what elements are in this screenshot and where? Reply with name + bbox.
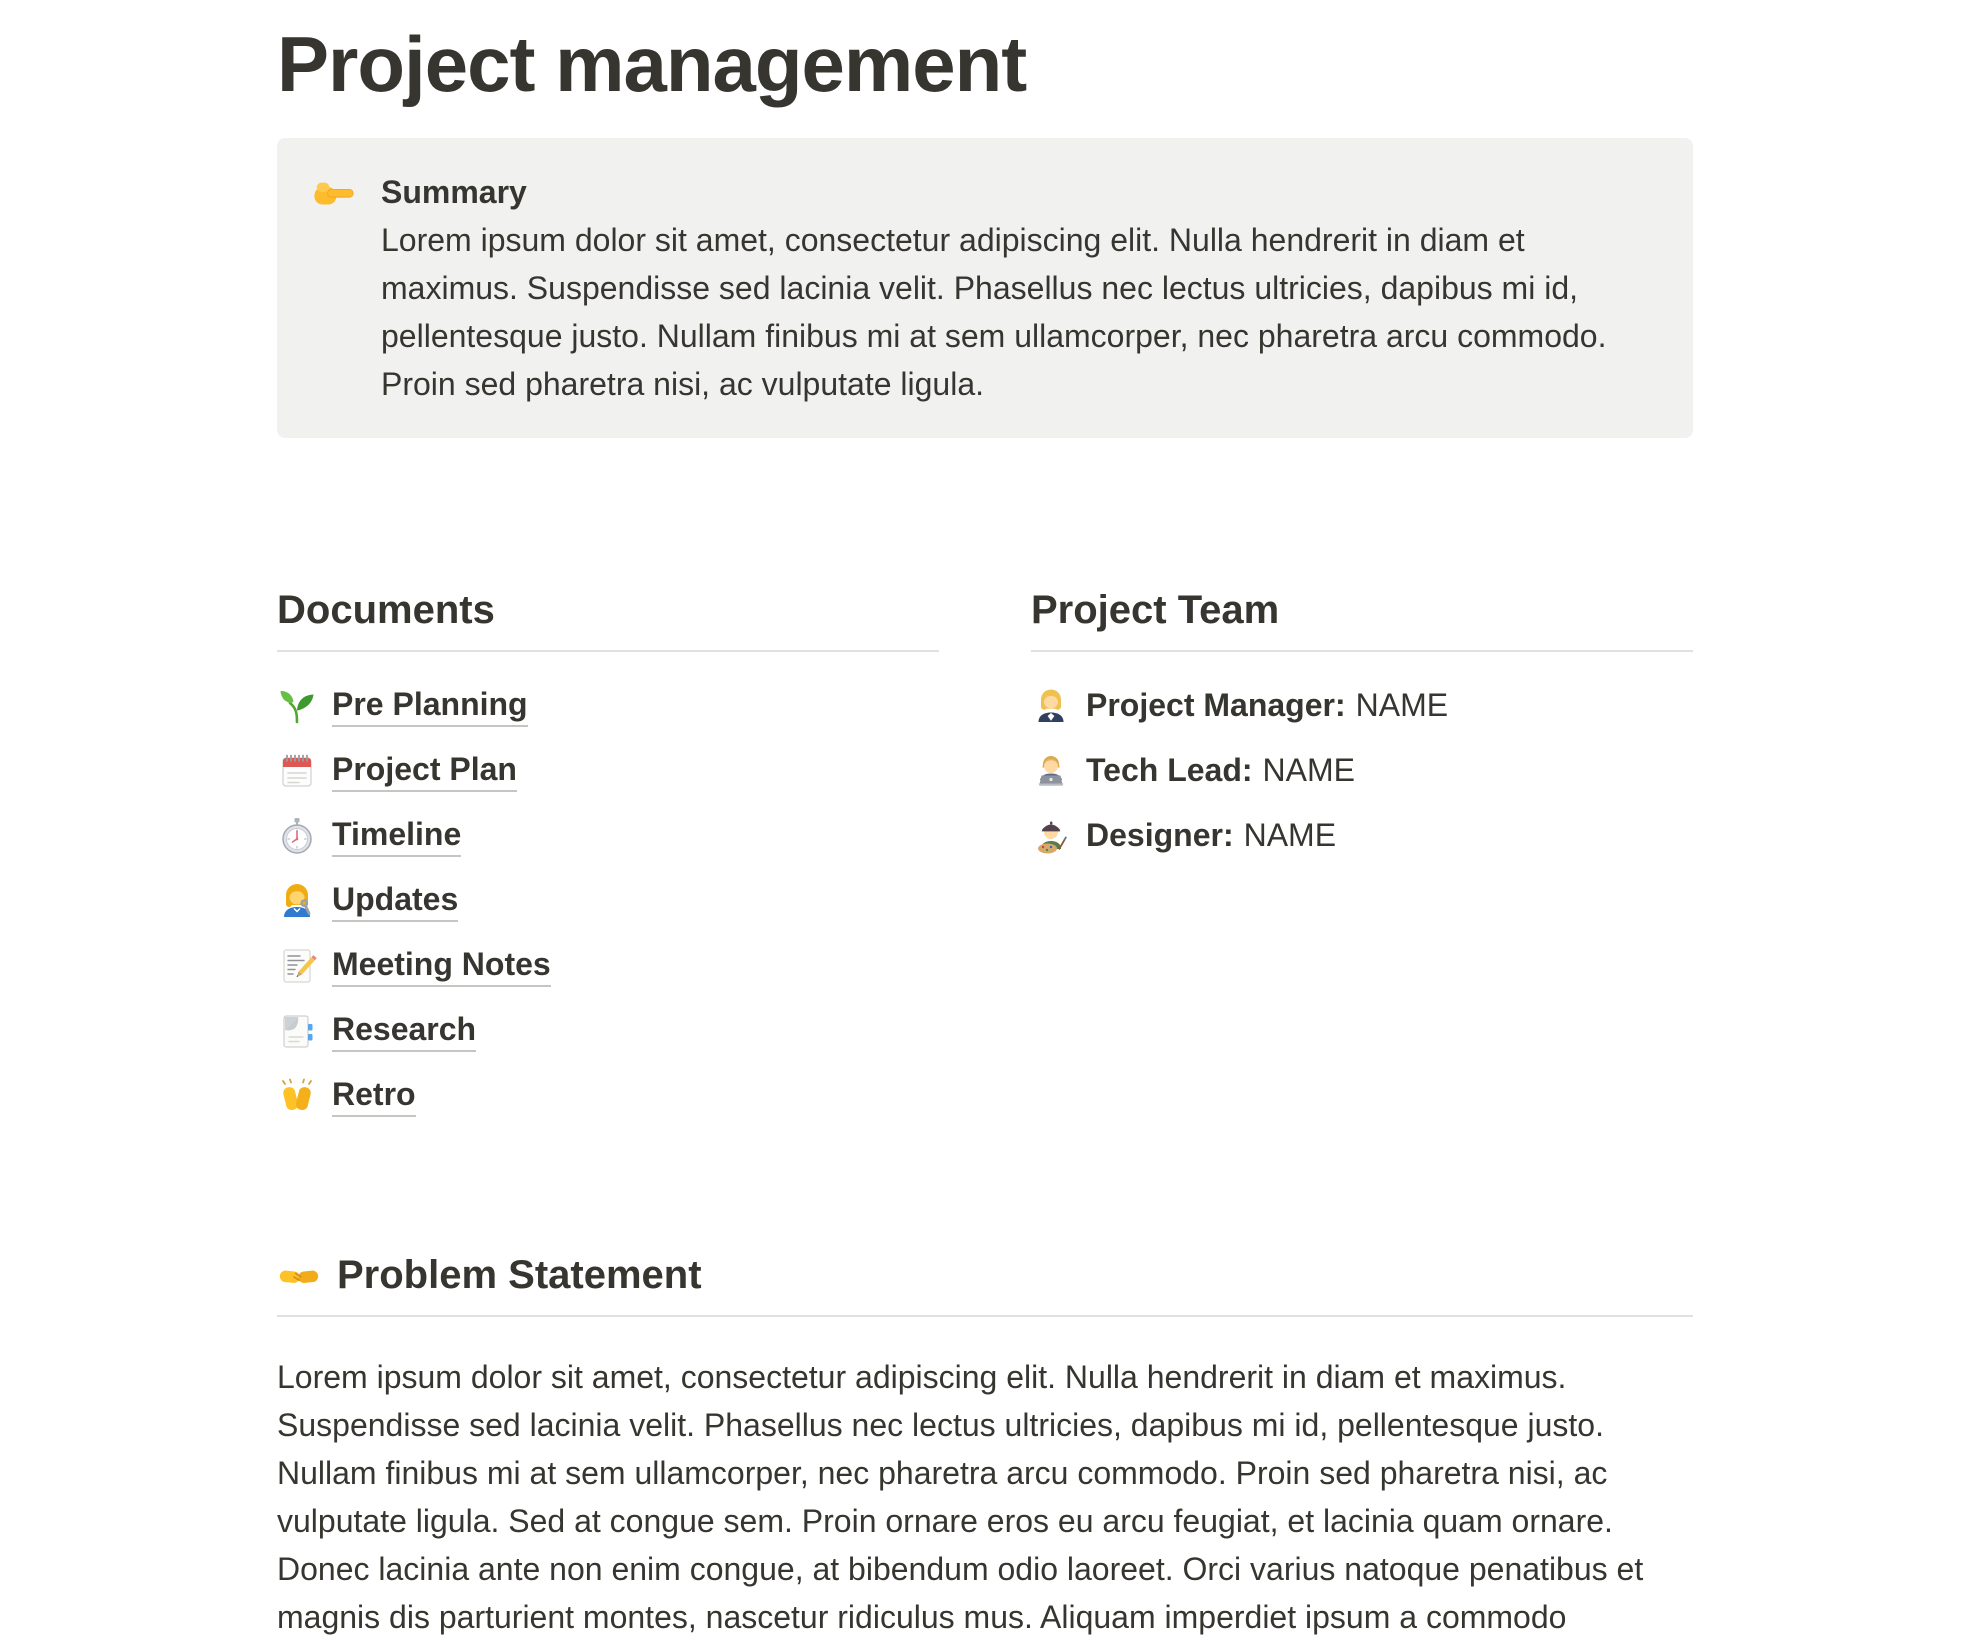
bookmark-tabs-icon [277, 1011, 317, 1051]
pointing-right-icon [311, 170, 357, 216]
summary-text: Lorem ipsum dolor sit amet, consectetur adipiscing elit. Nulla hendrerit in diam et maximus. Suspendisse sed lacinia velit. Phasellus nec lectus ultricies, dapibus mi id, pellentesque justo. Nullam finibus mi at sem ullamcorper, nec pharetra arcu commodo. Proin sed pharetra nisi, ac vulputate ligula. [381, 221, 1607, 402]
documents-divider [277, 650, 939, 652]
documents-heading: Documents [277, 587, 495, 632]
member-name: NAME [1262, 752, 1355, 789]
member-name: NAME [1243, 817, 1337, 854]
document-link-research[interactable]: Research [332, 1009, 476, 1052]
project-team-heading: Project Team [1031, 587, 1280, 632]
member-name: NAME [1355, 687, 1449, 724]
two-column-layout [277, 584, 1693, 1120]
document-link-row [277, 812, 939, 860]
memo-icon [277, 946, 317, 986]
team-member-row [1031, 812, 1693, 860]
project-team-divider [1031, 650, 1693, 652]
member-text [1086, 687, 1448, 724]
member-role: Project Manager: [1086, 687, 1346, 724]
member-text [1086, 752, 1355, 789]
spiral-calendar-icon [277, 751, 317, 791]
problem-statement-divider [277, 1315, 1693, 1317]
summary-heading: Summary [381, 173, 527, 210]
document-link-row [277, 747, 939, 795]
document-link-retro[interactable]: Retro [332, 1074, 416, 1117]
document-link-row [277, 1072, 939, 1120]
problem-statement-heading: Problem Statement [337, 1252, 702, 1297]
summary-callout [277, 138, 1693, 438]
woman-office-worker-icon [1031, 686, 1071, 726]
document-link-meeting-notes[interactable]: Meeting Notes [332, 944, 551, 987]
notion-page [277, 0, 1693, 1641]
document-link-row [277, 942, 939, 990]
handshake-icon [277, 1253, 321, 1297]
page-title: Project management [277, 20, 1027, 108]
member-role: Tech Lead: [1086, 752, 1253, 789]
document-link-row [277, 682, 939, 730]
project-team-column [1031, 584, 1693, 860]
documents-column [277, 584, 939, 1120]
team-member-row [1031, 682, 1693, 730]
man-artist-icon [1031, 816, 1071, 856]
team-member-row [1031, 747, 1693, 795]
problem-statement-text: Lorem ipsum dolor sit amet, consectetur adipiscing elit. Nulla hendrerit in diam et maximus. Suspendisse sed lacinia velit. Phasellus nec lectus ultricies, dapibus mi id, pellentesque justo. Nullam finibus mi at sem ullamcorper, nec pharetra arcu commodo. Proin sed pharetra nisi, ac vulputate ligula. Sed at congue sem. Proin ornare eros eu arcu feugiat, et lacinia quam ornare. Donec lacinia ante non enim congue, at bibendum odio laoreet. Orci varius natoque penatibus et magnis dis parturient montes, nascetur ridiculus mus. Aliquam imperdiet ipsum a commodo [277, 1358, 1644, 1635]
document-link-timeline[interactable]: Timeline [332, 814, 461, 857]
document-link-updates[interactable]: Updates [332, 879, 458, 922]
member-text [1086, 817, 1336, 854]
clapping-hands-icon [277, 1076, 317, 1116]
woman-mechanic-icon [277, 881, 317, 921]
member-role: Designer: [1086, 817, 1234, 854]
document-link-row [277, 1007, 939, 1055]
seedling-icon [277, 686, 317, 726]
man-technologist-icon [1031, 751, 1071, 791]
problem-statement-section [277, 1249, 1693, 1641]
stopwatch-icon [277, 816, 317, 856]
document-link-pre-planning[interactable]: Pre Planning [332, 684, 528, 727]
document-link-row [277, 877, 939, 925]
document-link-project-plan[interactable]: Project Plan [332, 749, 517, 792]
